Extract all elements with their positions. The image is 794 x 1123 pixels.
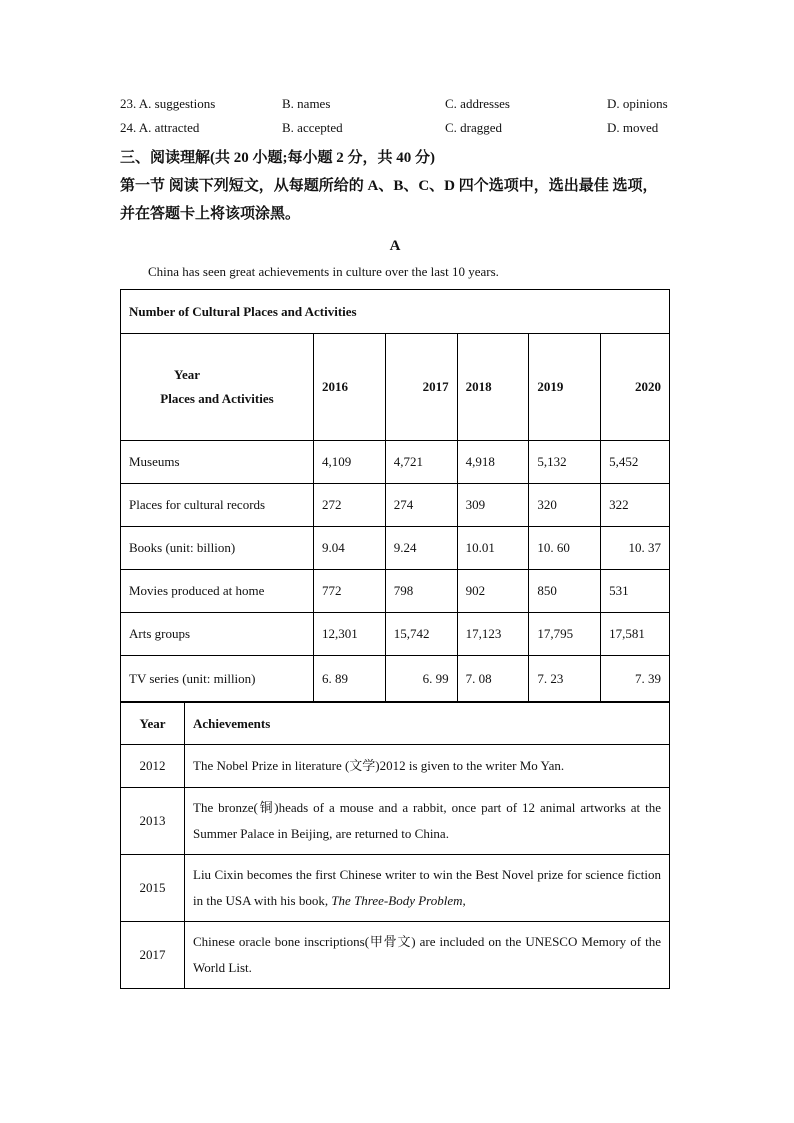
year-header: 2016 — [314, 334, 386, 441]
cell: 7. 23 — [529, 656, 601, 702]
cell: 7. 08 — [457, 656, 529, 702]
book-title: The Three-Body Problem, — [331, 893, 466, 908]
table-row — [121, 745, 670, 788]
row-label: Movies produced at home — [121, 570, 314, 613]
option-24-a: 24. A. attracted — [120, 120, 200, 135]
ach-header-year: Year — [121, 703, 185, 745]
cell: 798 — [385, 570, 457, 613]
row-label: Museums — [121, 441, 314, 484]
year-header: 2017 — [385, 334, 457, 441]
option-23-d: D. opinions — [607, 96, 668, 111]
year-header: 2020 — [601, 334, 670, 441]
section-instructions: 第一节 阅读下列短文，从每题所给的 A、B、C、D 四个选项中，选出最佳 选项，并在答题卡上将该项涂黑。 — [120, 178, 658, 222]
year-header: 2018 — [457, 334, 529, 441]
cell: 850 — [529, 570, 601, 613]
cell: 5,132 — [529, 441, 601, 484]
cell: 9.24 — [385, 527, 457, 570]
cell: 4,721 — [385, 441, 457, 484]
cell: 10.01 — [457, 527, 529, 570]
ach-header-achievements: Achievements — [185, 703, 670, 745]
table-row — [121, 922, 670, 989]
table-row — [121, 484, 670, 527]
table-row — [121, 656, 670, 702]
cell: 322 — [601, 484, 670, 527]
cell: 9.04 — [314, 527, 386, 570]
cell: 274 — [385, 484, 457, 527]
ach-text-cell — [185, 855, 670, 922]
option-24-b: B. accepted — [282, 120, 343, 135]
option-24-c: C. dragged — [445, 120, 503, 135]
row-label: Places for cultural records — [121, 484, 314, 527]
row-label: Arts groups — [121, 613, 314, 656]
table-row — [121, 855, 670, 922]
cell: 17,123 — [457, 613, 529, 656]
cell: 309 — [457, 484, 529, 527]
option-23-a: 23. A. suggestions — [120, 96, 216, 111]
cell: 6. 99 — [385, 656, 457, 702]
table-row — [121, 788, 670, 855]
cell: 772 — [314, 570, 386, 613]
cell: 12,301 — [314, 613, 386, 656]
row-label: Books (unit: billion) — [121, 527, 314, 570]
cell: 4,918 — [457, 441, 529, 484]
ach-text: The Nobel Prize in literature (文学)2012 is given to the writer Mo Yan. — [185, 745, 670, 788]
table-row — [121, 613, 670, 656]
year-header: 2019 — [529, 334, 601, 441]
cell: 7. 39 — [601, 656, 670, 702]
ach-year: 2015 — [121, 855, 185, 922]
table-row — [121, 570, 670, 613]
cell: 4,109 — [314, 441, 386, 484]
header-year: Year — [174, 367, 200, 382]
achievements-table — [120, 702, 670, 989]
table-header-corner — [121, 334, 314, 441]
passage-intro: China has seen great achievements in culture over the last 10 years. — [148, 264, 499, 279]
cell: 320 — [529, 484, 601, 527]
table-row — [121, 527, 670, 570]
cell: 15,742 — [385, 613, 457, 656]
cultural-places-table — [120, 289, 670, 702]
cell: 5,452 — [601, 441, 670, 484]
ach-text: The bronze(铜)heads of a mouse and a rabbit, once part of 12 animal artworks at the Summer Palace in Beijing, are returned to China. — [185, 788, 670, 855]
option-23-b: B. names — [282, 96, 331, 111]
ach-text: Liu Cixin becomes the first Chinese writer to win the Best Novel prize for science fiction in the USA with his book, — [193, 867, 661, 908]
cell: 531 — [601, 570, 670, 613]
cell: 272 — [314, 484, 386, 527]
header-places: Places and Activities — [160, 391, 274, 406]
cell: 10. 60 — [529, 527, 601, 570]
table-title: Number of Cultural Places and Activities — [121, 290, 670, 334]
section-title: 三、阅读理解(共 20 小题;每小题 2 分，共 40 分) — [120, 150, 435, 166]
cell: 17,795 — [529, 613, 601, 656]
cell: 902 — [457, 570, 529, 613]
ach-year: 2013 — [121, 788, 185, 855]
cell: 6. 89 — [314, 656, 386, 702]
row-label: TV series (unit: million) — [121, 656, 314, 702]
option-23-c: C. addresses — [445, 96, 510, 111]
cell: 17,581 — [601, 613, 670, 656]
passage-letter: A — [389, 238, 401, 254]
ach-year: 2017 — [121, 922, 185, 989]
option-24-d: D. moved — [607, 120, 659, 135]
ach-text: Chinese oracle bone inscriptions(甲骨文) are included on the UNESCO Memory of the World List. — [185, 922, 670, 989]
ach-year: 2012 — [121, 745, 185, 788]
cell: 10. 37 — [601, 527, 670, 570]
table-row — [121, 441, 670, 484]
